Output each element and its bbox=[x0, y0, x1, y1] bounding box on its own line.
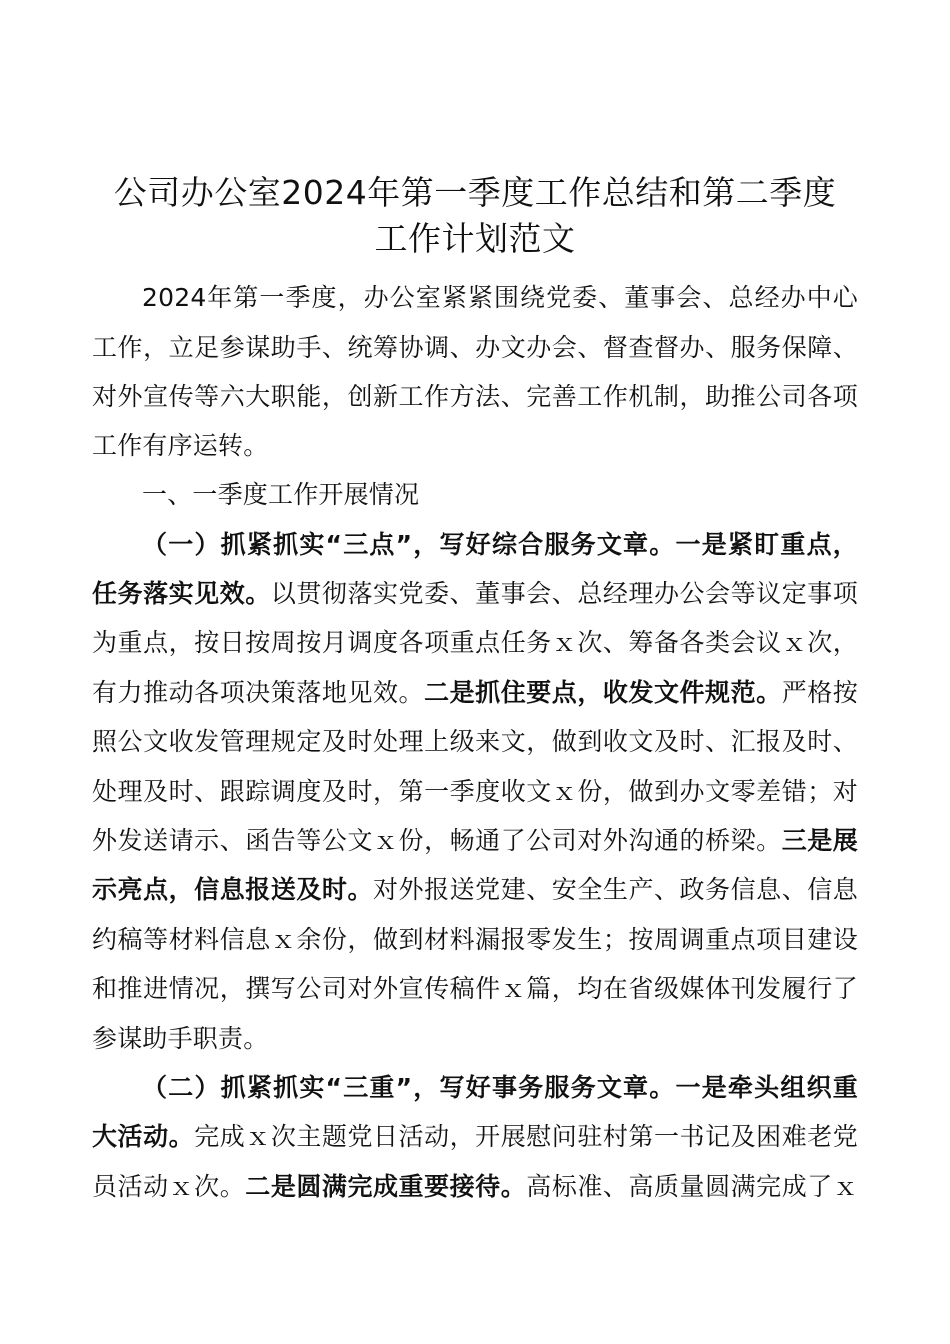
body-line bbox=[92, 569, 858, 619]
body-text: 有力推动各项决策落地见效。 bbox=[92, 678, 425, 707]
section-heading: 一、一季度工作开展情况 bbox=[142, 480, 420, 509]
subsection-2-heading bbox=[142, 1063, 858, 1113]
body-text: 完成ｘ次主题党日活动，开展慰问驻村第一书记及困难老党 bbox=[194, 1122, 858, 1151]
title-line-1: 公司办公室2024年第一季度工作总结和第二季度 bbox=[113, 173, 837, 212]
body-line: 为重点，按日按周按月调度各项重点任务ｘ次、筹备各类会议ｘ次， bbox=[92, 628, 858, 657]
intro-line: 对外宣传等六大职能，创新工作方法、完善工作机制，助推公司各项 bbox=[92, 382, 858, 411]
body-line bbox=[92, 1162, 858, 1212]
bold-text: 三是展 bbox=[781, 826, 858, 855]
body-line bbox=[92, 816, 858, 866]
body-line: 照公文收发管理规定及时处理上级来文，做到收文及时、汇报及时、 bbox=[92, 727, 858, 756]
body-text: 严格按 bbox=[781, 678, 858, 707]
body-text: 以贯彻落实党委、董事会、总经理办公会等议定事项 bbox=[270, 579, 858, 608]
body-line: 约稿等材料信息ｘ余份，做到材料漏报零发生；按周调重点项目建设 bbox=[92, 925, 858, 954]
bold-text: （一）抓紧抓实“三点”，写好综合服务文章。一是紧盯重点， bbox=[142, 530, 858, 559]
bold-text: 任务落实见效。 bbox=[92, 579, 271, 608]
title-line-2: 工作计划范文 bbox=[374, 219, 576, 258]
body-text: 对外报送党建、安全生产、政务信息、信息 bbox=[373, 875, 858, 904]
bold-text: 二是圆满完成重要接待。 bbox=[245, 1172, 527, 1201]
body-line bbox=[92, 1112, 858, 1162]
body-line: 处理及时、跟踪调度及时，第一季度收文ｘ份，做到办文零差错；对 bbox=[92, 777, 858, 806]
intro-line: 工作，立足参谋助手、统筹协调、办文办会、督查督办、服务保障、 bbox=[92, 333, 858, 362]
intro-line: 2024年第一季度，办公室紧紧围绕党委、董事会、总经办中心 bbox=[142, 283, 858, 312]
body-line: 和推进情况，撰写公司对外宣传稿件ｘ篇，均在省级媒体刊发履行了 bbox=[92, 974, 858, 1003]
bold-text: （二）抓紧抓实“三重”，写好事务服务文章。一是牵头组织重 bbox=[142, 1073, 858, 1102]
bold-text: 二是抓住要点，收发文件规范。 bbox=[424, 678, 782, 707]
subsection-1-heading bbox=[142, 520, 858, 570]
body-line bbox=[92, 668, 858, 718]
body-text: 外发送请示、函告等公文ｘ份，畅通了公司对外沟通的桥梁。 bbox=[92, 826, 782, 855]
body-line: 参谋助手职责。 bbox=[92, 1024, 269, 1053]
bold-text: 示亮点，信息报送及时。 bbox=[92, 875, 373, 904]
intro-line: 工作有序运转。 bbox=[92, 431, 269, 460]
document-title bbox=[92, 170, 858, 262]
body-line bbox=[92, 865, 858, 915]
bold-text: 大活动。 bbox=[92, 1122, 195, 1151]
body-text: 员活动ｘ次。 bbox=[92, 1172, 246, 1201]
body-text: 高标准、高质量圆满完成了ｘ bbox=[526, 1172, 859, 1201]
